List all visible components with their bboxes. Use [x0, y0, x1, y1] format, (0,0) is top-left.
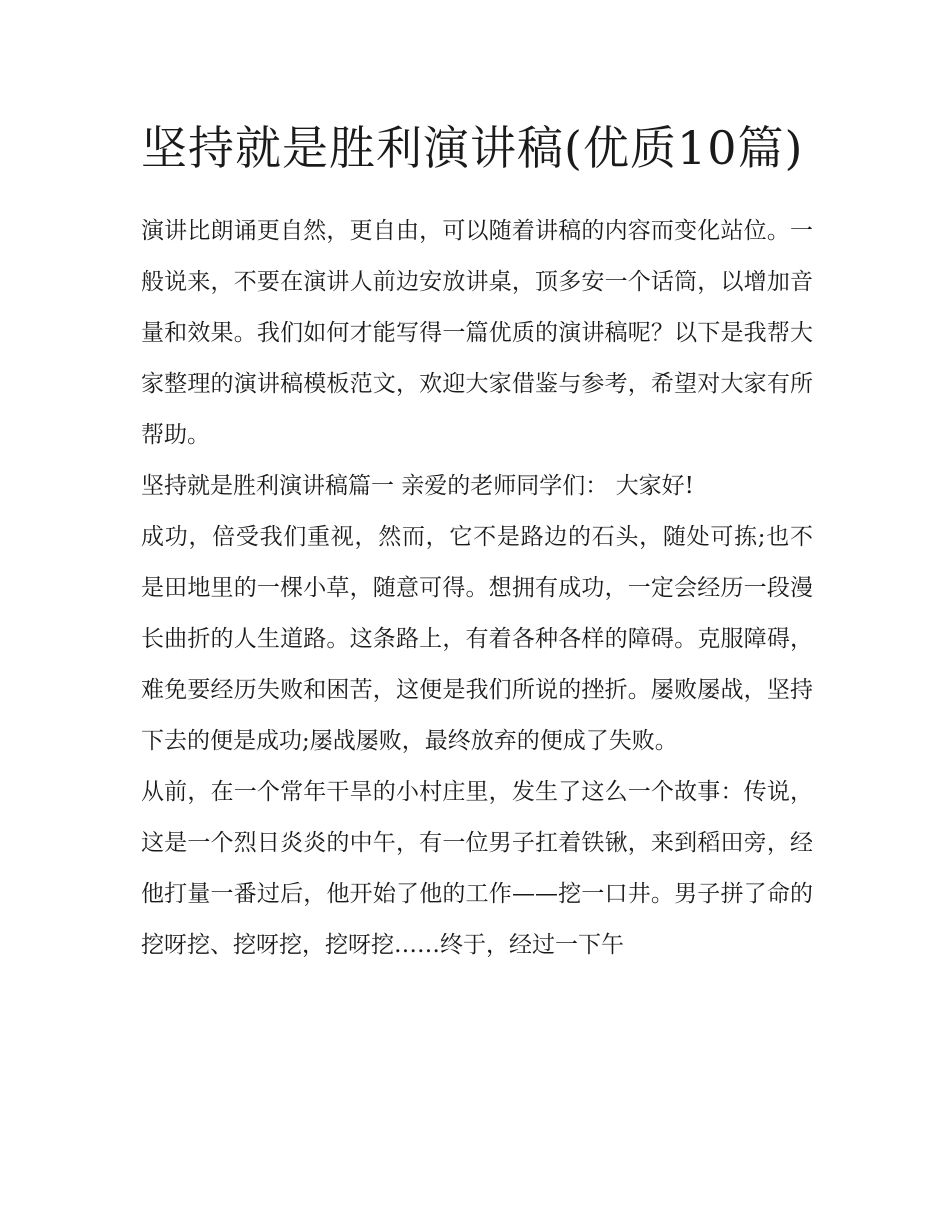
- document-page: [141, 112, 813, 971]
- paragraph-greeting: 坚持就是胜利演讲稿篇一 亲爱的老师同学们： 大家好!: [141, 473, 694, 499]
- paragraph-intro: 演讲比朗诵更自然，更自由，可以随着讲稿的内容而变化站位。一般说来，不要在演讲人前边安放讲桌，顶多安一个话筒，以增加音量和效果。我们如何才能写得一篇优质的演讲稿呢？以下是我帮大家整理的演讲稿模板范文，欢迎大家借鉴与参考，希望对大家有所帮助。: [141, 218, 813, 448]
- paragraph-success: 成功，倍受我们重视，然而，它不是路边的石头，随处可拣;也不是田地里的一棵小草，随意可得。想拥有成功，一定会经历一段漫长曲折的人生道路。这条路上，有着各种各样的障碍。克服障碍，难免要经历失败和困苦，这便是我们所说的挫折。屡败屡战，坚持下去的便是成功;屡战屡败，最终放弃的便成了失败。: [141, 524, 813, 754]
- paragraph-story: 从前，在一个常年干旱的小村庄里，发生了这么一个故事：传说，这是一个烈日炎炎的中午，有一位男子扛着铁锹，来到稻田旁，经他打量一番过后，他开始了他的工作——挖一口井。男子拼了命的挖呀挖、挖呀挖，挖呀挖……终于，经过一下午: [141, 779, 813, 958]
- document-title: 坚持就是胜利演讲稿(优质10篇): [141, 121, 804, 175]
